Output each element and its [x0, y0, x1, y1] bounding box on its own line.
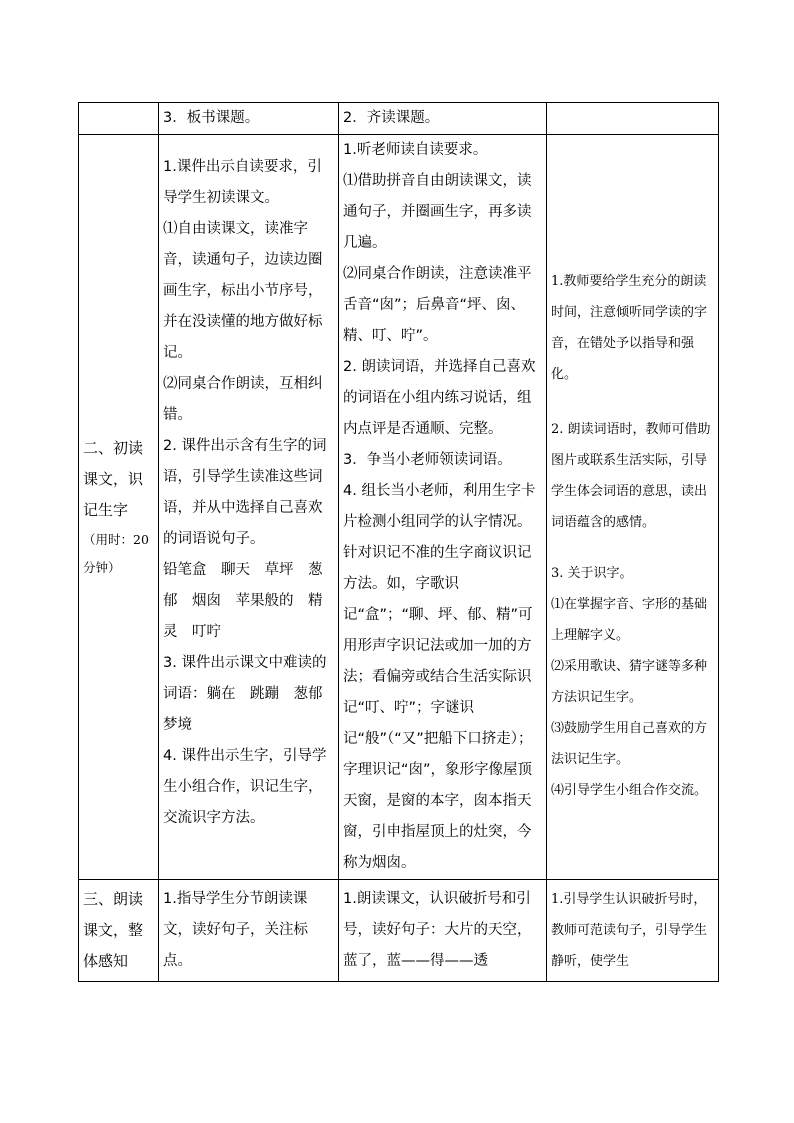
design-note-cell — [547, 135, 719, 880]
stage-cell — [79, 135, 159, 880]
stage-cell — [79, 880, 159, 982]
teacher-activity-cell — [159, 103, 339, 135]
table-row — [79, 135, 719, 880]
student-step: ⑵同桌合作朗读，注意读准平舌音“囱”；后鼻音“坪、囱、精、叮、咛”。 — [343, 266, 532, 344]
student-step: 1.朗读课文，认识破折号和引号，读好句子：大片的天空，蓝了，蓝——得——透 — [343, 891, 532, 969]
design-note: ⑶鼓励学生用自己喜欢的方法识记生字。 — [551, 721, 708, 767]
teacher-step: 3．板书课题。 — [163, 110, 260, 126]
teacher-step: 2. 课件出示含有生字的词语，引导学生读准这些词语，并从中选择自己喜欢的词语说句子。 — [163, 438, 327, 547]
teacher-step: 1.课件出示自读要求，引导学生初读课文。 — [163, 159, 322, 206]
student-step: 1.听老师读自读要求。 — [343, 142, 488, 158]
design-note: ⑵采用歌诀、猜字谜等多种方法识记生字。 — [551, 659, 708, 705]
design-note-cell — [547, 103, 719, 135]
student-step: 3．争当小老师领读词语。 — [343, 452, 512, 468]
teacher-step: 3. 课件出示课文中难读的词语：躺在 跳蹦 葱郁 梦境 — [163, 655, 337, 733]
student-step: 4. 组长当小老师，利用生字卡片检测小组同学的认字情况。针对识记不准的生字商议识记方法。如，字歌识记“盒”；“聊、坪、郁、精”可用形声字识记法或加一加的方法；看偏旁或结合生活实际识记“叮、咛”；字谜识记“般”（“又”把船下口挤走）；字理识记“囱”，象形字像屋顶天窗，是窗的本字，囱本指天窗，引申指屋顶上的灶突，今称为烟囱。 — [343, 483, 536, 871]
student-activity-cell — [339, 135, 547, 880]
lesson-plan-table — [78, 102, 719, 982]
teacher-step: 1.指导学生分节朗读课文，读好句子，关注标点。 — [163, 891, 308, 969]
student-activity-cell — [339, 880, 547, 982]
student-activity-cell — [339, 103, 547, 135]
design-note: 3. 关于识字。 — [551, 566, 633, 581]
design-note: ⑷引导学生小组合作交流。 — [551, 783, 708, 798]
student-step: ⑴借助拼音自由朗读课文，读通句子，并圈画生字，再多读几遍。 — [343, 173, 532, 251]
teacher-activity-cell — [159, 880, 339, 982]
student-step: 2. 朗读词语，并选择自己喜欢的词语在小组内练习说话，组内点评是否通顺、完整。 — [343, 359, 536, 437]
table-row — [79, 103, 719, 135]
stage-duration: （用时：20分钟） — [83, 531, 149, 575]
stage-cell — [79, 103, 159, 135]
design-note-cell — [547, 880, 719, 982]
teacher-step: 4. 课件出示生字，引导学生小组合作，识记生字，交流识字方法。 — [163, 748, 327, 826]
design-note: 2. 朗读词语时，教师可借助图片或联系生活实际，引导学生体会词语的意思，读出词语蕴含的感情。 — [551, 422, 711, 530]
design-note: 1.教师要给学生充分的朗读时间，注意倾听同学读的字音，在错处予以指导和强化。 — [551, 274, 708, 382]
teacher-activity-cell — [159, 135, 339, 880]
teacher-step: ⑵同桌合作朗读，互相纠错。 — [163, 376, 323, 423]
design-note: ⑴在掌握字音、字形的基础上理解字义。 — [551, 597, 708, 643]
teacher-step: ⑴自由读课文，读准字音，读通句子，边读边圈画生字，标出小节序号，并在没读懂的地方做好标记。 — [163, 221, 323, 361]
table-row — [79, 880, 719, 982]
student-step: 2．齐读课题。 — [343, 110, 440, 126]
design-note: 1.引导学生认识破折号时，教师可范读句子，引导学生静听，使学生 — [551, 892, 708, 969]
stage-title: 三、朗读课文，整体感知 — [83, 890, 144, 970]
stage-title: 二、初读课文，识记生字 — [83, 438, 144, 519]
teacher-step: 铅笔盒 聊天 草坪 葱郁 烟囱 苹果般的 精灵 叮咛 — [163, 562, 323, 640]
